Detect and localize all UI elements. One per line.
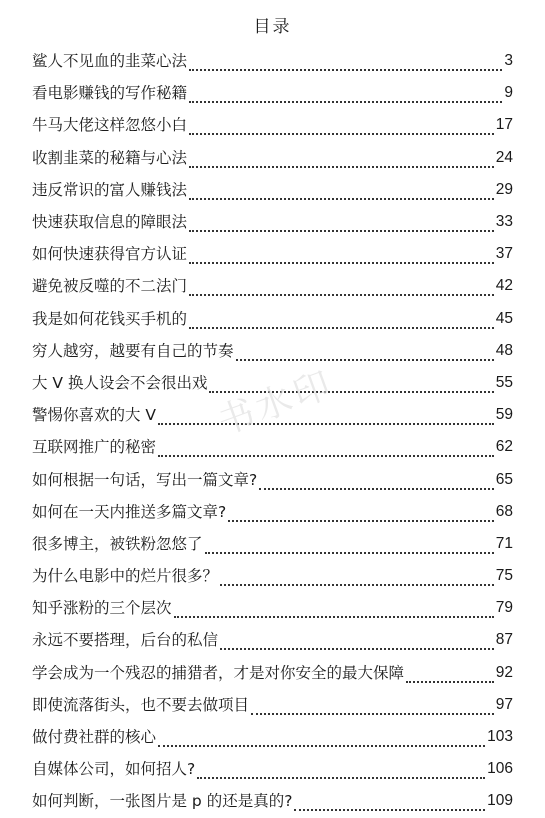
- toc-entry-title: 知乎涨粉的三个层次: [32, 599, 172, 618]
- toc-entry-title: 学会成为一个残忍的捕猎者，才是对你安全的最大保障: [32, 663, 405, 682]
- toc-entry[interactable]: [0, 496, 545, 528]
- dot-leader: [220, 570, 494, 586]
- toc-entry-page-number: 65: [495, 470, 513, 488]
- toc-entry-page-number: 109: [487, 792, 513, 810]
- toc-entry-title: 穷人越穷，越要有自己的节奏: [32, 341, 234, 360]
- toc-entry-title: 违反常识的富人赚钱法: [32, 180, 188, 199]
- toc-entry-title: 快速获取信息的障眼法: [32, 213, 188, 232]
- toc-entry-title: 我是如何花钱买手机的: [32, 309, 188, 328]
- toc-entry-title: 即使流落街头，也不要去做项目: [32, 695, 250, 714]
- dot-leader: [189, 280, 494, 296]
- toc-entry[interactable]: [0, 238, 545, 270]
- toc-entry-title: 警惕你喜欢的大 V: [32, 406, 157, 425]
- dot-leader: [189, 119, 494, 135]
- toc-entry-page-number: 9: [504, 84, 513, 102]
- dot-leader: [205, 538, 494, 554]
- toc-entry[interactable]: [0, 142, 545, 174]
- toc-entry-title: 互联网推广的秘密: [32, 438, 157, 457]
- toc-entry-page-number: 79: [495, 599, 513, 617]
- toc-entry[interactable]: [0, 463, 545, 495]
- toc-entry[interactable]: [0, 77, 545, 109]
- dot-leader: [236, 345, 494, 361]
- toc-entry-title: 牛马大佬这样忽悠小白: [32, 116, 188, 135]
- dot-leader: [189, 87, 502, 103]
- toc-entry-title: 如何在一天内推送多篇文章?: [32, 502, 227, 521]
- dot-leader: [220, 634, 494, 650]
- dot-leader: [251, 699, 494, 715]
- toc-entry-page-number: 45: [495, 309, 513, 327]
- toc-entry[interactable]: [0, 174, 545, 206]
- toc-entry[interactable]: [0, 528, 545, 560]
- toc-entry-title: 避免被反噬的不二法门: [32, 277, 188, 296]
- dot-leader: [158, 441, 494, 457]
- toc-entry[interactable]: [0, 335, 545, 367]
- toc-entry-title: 收割韭菜的秘籍与心法: [32, 148, 188, 167]
- toc-entry-title: 为什么电影中的烂片很多？: [32, 567, 219, 586]
- toc-entry-page-number: 17: [495, 116, 513, 134]
- toc-entry[interactable]: [0, 399, 545, 431]
- toc-entry-title: 做付费社群的核心: [32, 728, 157, 747]
- dot-leader: [189, 216, 494, 232]
- toc-entry-title: 大 V 换人设会不会很出戏: [32, 373, 208, 392]
- toc-entry-page-number: 24: [495, 148, 513, 166]
- toc-entry-title: 自媒体公司，如何招人?: [32, 760, 196, 779]
- toc-entry-page-number: 29: [495, 180, 513, 198]
- toc-entry[interactable]: [0, 785, 545, 817]
- dot-leader: [189, 184, 494, 200]
- table-of-contents: [0, 45, 545, 818]
- dot-leader: [189, 313, 494, 329]
- dot-leader: [197, 763, 485, 779]
- toc-heading: 目录: [253, 17, 292, 37]
- toc-entry[interactable]: [0, 431, 545, 463]
- toc-entry-title: 永远不要搭理，后台的私信: [32, 631, 219, 650]
- dot-leader: [158, 409, 494, 425]
- toc-entry[interactable]: [0, 689, 545, 721]
- toc-entry-title: 鲨人不见血的韭菜心法: [32, 52, 188, 71]
- toc-entry[interactable]: [0, 657, 545, 689]
- toc-entry[interactable]: [0, 109, 545, 141]
- toc-entry-page-number: 106: [487, 760, 513, 778]
- watermark: 书水印: [212, 363, 340, 444]
- toc-entry-page-number: 68: [495, 502, 513, 520]
- toc-entry[interactable]: [0, 592, 545, 624]
- toc-entry-title: 如何判断，一张图片是 p 的还是真的?: [32, 792, 293, 811]
- toc-entry-page-number: 75: [495, 567, 513, 585]
- toc-entry-page-number: 103: [487, 728, 513, 746]
- dot-leader: [189, 55, 502, 71]
- toc-entry-page-number: 48: [495, 341, 513, 359]
- toc-entry-page-number: 59: [495, 406, 513, 424]
- dot-leader: [294, 795, 485, 811]
- toc-entry[interactable]: [0, 753, 545, 785]
- toc-entry[interactable]: [0, 624, 545, 656]
- toc-entry-title: 很多博主，被铁粉忽悠了: [32, 534, 203, 553]
- dot-leader: [158, 731, 485, 747]
- toc-entry[interactable]: [0, 303, 545, 335]
- toc-entry-page-number: 3: [504, 52, 513, 70]
- toc-entry[interactable]: [0, 367, 545, 399]
- toc-entry-page-number: 87: [495, 631, 513, 649]
- dot-leader: [228, 506, 494, 522]
- toc-entry-page-number: 33: [495, 213, 513, 231]
- toc-entry-title: 如何根据一句话，写出一篇文章?: [32, 470, 258, 489]
- dot-leader: [174, 602, 494, 618]
- toc-entry-page-number: 55: [495, 373, 513, 391]
- toc-entry-page-number: 92: [495, 663, 513, 681]
- dot-leader: [189, 248, 494, 264]
- toc-entry[interactable]: [0, 721, 545, 753]
- toc-entry-page-number: 37: [495, 245, 513, 263]
- toc-entry-page-number: 71: [495, 534, 513, 552]
- toc-entry-title: 如何快速获得官方认证: [32, 245, 188, 264]
- toc-entry[interactable]: [0, 45, 545, 77]
- toc-entry[interactable]: [0, 270, 545, 302]
- dot-leader: [259, 474, 494, 490]
- toc-entry-title: 看电影赚钱的写作秘籍: [32, 84, 188, 103]
- toc-entry[interactable]: [0, 560, 545, 592]
- toc-entry-page-number: 62: [495, 438, 513, 456]
- dot-leader: [209, 377, 493, 393]
- toc-entry-page-number: 97: [495, 695, 513, 713]
- dot-leader: [189, 152, 494, 168]
- toc-entry-page-number: 42: [495, 277, 513, 295]
- toc-entry[interactable]: [0, 206, 545, 238]
- dot-leader: [406, 667, 494, 683]
